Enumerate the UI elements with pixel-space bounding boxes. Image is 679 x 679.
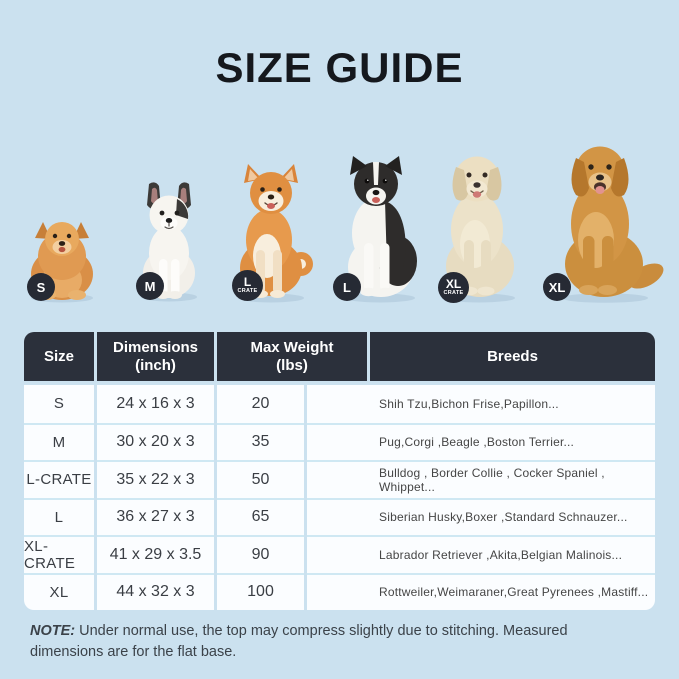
badge-label: XL <box>445 277 462 292</box>
cell-max-weight: 65 <box>217 498 304 536</box>
size-badge-xl <box>543 273 571 301</box>
cell-breeds: Rottweiler,Weimaraner,Great Pyrenees ,Mastiff... <box>307 573 655 611</box>
cell-max-weight: 90 <box>217 535 304 573</box>
cell-breeds: Pug,Corgi ,Beagle ,Boston Terrier... <box>307 423 655 461</box>
badge-label: L <box>343 279 351 295</box>
size-table-header <box>24 332 655 381</box>
cell-size: XL-CRATE <box>24 535 94 573</box>
cell-dimensions: 36 x 27 x 3 <box>97 498 214 536</box>
cell-dimensions: 24 x 16 x 3 <box>97 385 214 423</box>
header-sublabel: (inch) <box>135 356 176 374</box>
cell-size: L <box>24 498 94 536</box>
header-cell-size <box>24 332 94 381</box>
header-cell-max-weight <box>217 332 367 381</box>
cell-breeds: Labrador Retriever ,Akita,Belgian Malinois... <box>307 535 655 573</box>
header-label: Max Weight <box>250 339 334 357</box>
table-row-xl <box>24 573 655 611</box>
cell-dimensions: 35 x 22 x 3 <box>97 460 214 498</box>
footnote <box>30 621 630 663</box>
table-row-xl-crate <box>24 535 655 573</box>
note-label: NOTE: <box>30 623 76 639</box>
cell-size: M <box>24 423 94 461</box>
table-row-l <box>24 498 655 536</box>
cell-max-weight: 100 <box>217 573 304 611</box>
note-text: Under normal use, the top may compress slightly due to stitching. Measured dimensions are for the flat base. <box>30 623 568 660</box>
header-label: Size <box>43 347 74 365</box>
cell-max-weight: 20 <box>217 385 304 423</box>
header-cell-dimensions <box>97 332 214 381</box>
badge-label: M <box>144 278 156 294</box>
badge-label: S <box>36 279 46 295</box>
cell-breeds: Siberian Husky,Boxer ,Standard Schnauzer... <box>307 498 655 536</box>
size-badge-xl-crate <box>438 272 469 303</box>
size-badge-m <box>136 272 164 300</box>
size-table-body <box>24 385 655 610</box>
cell-dimensions: 44 x 32 x 3 <box>97 573 214 611</box>
cell-dimensions: 30 x 20 x 3 <box>97 423 214 461</box>
table-row-s <box>24 385 655 423</box>
header-cell-breeds <box>370 332 655 381</box>
header-label: Dimensions <box>112 339 199 357</box>
cell-max-weight: 35 <box>217 423 304 461</box>
page-title: SIZE GUIDE <box>215 44 464 91</box>
cell-size: XL <box>24 573 94 611</box>
badge-sublabel: CRATE <box>443 290 464 297</box>
table-row-l-crate <box>24 460 655 498</box>
cell-size: L-CRATE <box>24 460 94 498</box>
table-row-m <box>24 423 655 461</box>
cell-dimensions: 41 x 29 x 3.5 <box>97 535 214 573</box>
cell-breeds: Bulldog , Border Collie , Cocker Spaniel , Whippet... <box>307 460 655 498</box>
badge-sublabel: CRATE <box>237 288 258 295</box>
badge-label: XL <box>548 279 566 295</box>
header-label: Breeds <box>487 347 538 365</box>
cell-max-weight: 50 <box>217 460 304 498</box>
size-badge-s <box>27 273 55 301</box>
header-sublabel: (lbs) <box>276 356 308 374</box>
cell-size: S <box>24 385 94 423</box>
size-badge-l-crate <box>232 270 263 301</box>
size-badge-l <box>333 273 361 301</box>
cell-breeds: Shih Tzu,Bichon Frise,Papillon... <box>307 385 655 423</box>
badge-label: L <box>243 275 252 290</box>
